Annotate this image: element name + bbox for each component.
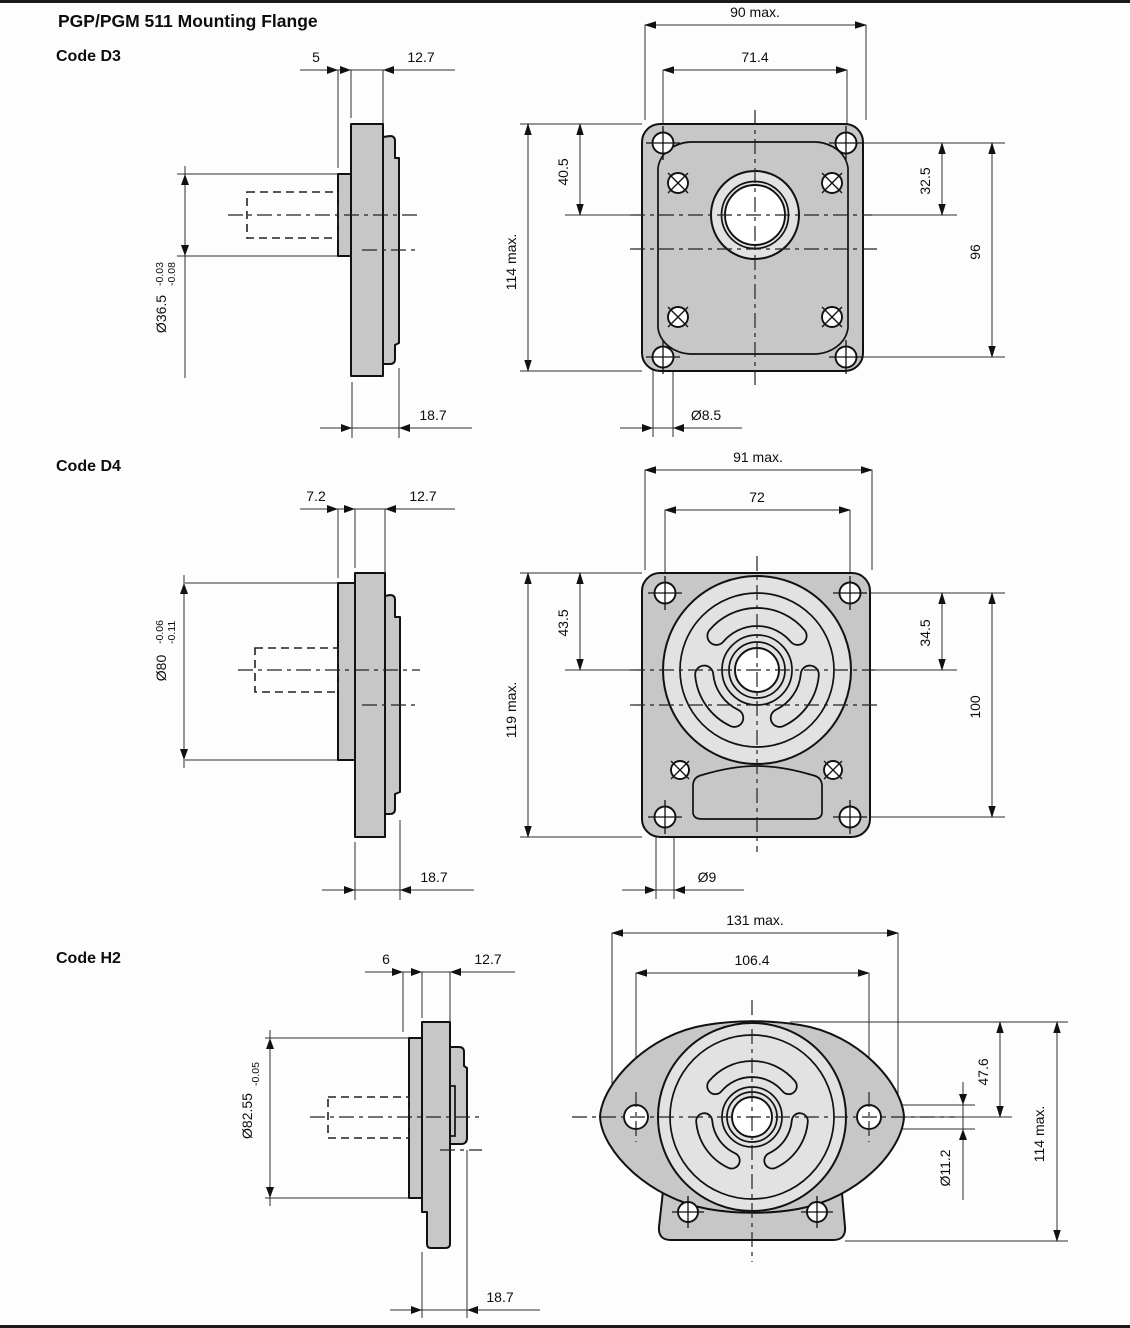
svg-text:32.5: 32.5: [917, 167, 933, 195]
h2-flange-body: [422, 1022, 450, 1248]
dim-d3-protrusion: 5: [312, 49, 320, 65]
dim-h2-protrusion: 6: [382, 951, 390, 967]
dim-d4-bolt-hole-dia: Ø9: [697, 869, 717, 885]
dim-d4-protrusion: 7.2: [306, 488, 326, 504]
h2-pilot-boss: [409, 1038, 422, 1198]
dim-d4-pilot-dia: [153, 620, 178, 681]
svg-text:114 max.: 114 max.: [503, 233, 519, 291]
dim-d4-top-to-shaft: [555, 609, 571, 636]
h2-rear-step: [450, 1047, 467, 1144]
dim-d3-bolt-to-shaft: [917, 167, 933, 194]
dim-d3-bolt-span-v: [967, 244, 983, 260]
dim-d3-top-to-shaft: [555, 158, 571, 185]
svg-text:-0.06: -0.06: [154, 620, 166, 644]
dim-d4-overall-width: 91 max.: [733, 449, 783, 465]
dim-h2-pilot-dia: [239, 1062, 262, 1139]
dim-h2-overall-height: [1031, 1106, 1047, 1163]
svg-text:Ø36.5: Ø36.5: [153, 294, 169, 334]
svg-text:43.5: 43.5: [555, 609, 571, 637]
svg-text:34.5: 34.5: [917, 619, 933, 647]
dim-d3-bolt-hole-dia: Ø8.5: [690, 407, 722, 423]
d4-front-view: [503, 449, 1005, 899]
dim-d4-overall-height: [503, 682, 519, 739]
dim-d4-bolt-span-v: [967, 695, 983, 719]
dim-d3-overall-height: [503, 234, 519, 291]
dim-h2-thickness: 18.7: [486, 1289, 514, 1305]
d3-side-view: [153, 49, 472, 438]
section-code-d3: Code D3: [56, 48, 121, 65]
d4-pilot-boss: [338, 583, 355, 760]
page-title: PGP/PGM 511 Mounting Flange: [58, 11, 318, 31]
dim-d4-bolt-span-h: 72: [749, 489, 765, 505]
svg-text:Ø82.55: Ø82.55: [239, 1093, 255, 1139]
section-code-h2: Code H2: [56, 950, 121, 967]
dim-d4-bolt-to-shaft: [917, 619, 933, 646]
svg-text:-0.03: -0.03: [154, 262, 166, 286]
dim-d4-depth: 12.7: [409, 488, 437, 504]
svg-text:Ø80: Ø80: [153, 654, 169, 682]
dim-d3-overall-width: 90 max.: [730, 4, 780, 20]
top-edge-line: [0, 0, 1130, 3]
svg-text:47.6: 47.6: [975, 1058, 991, 1086]
section-code-d4: Code D4: [56, 458, 121, 475]
svg-text:-0.08: -0.08: [166, 262, 178, 286]
svg-text:-0.05: -0.05: [250, 1062, 262, 1086]
dim-d3-bolt-span-h: 71.4: [741, 49, 769, 65]
d4-side-view: [153, 488, 474, 900]
dim-d4-thickness: 18.7: [420, 869, 448, 885]
dim-h2-overall-width: 131 max.: [726, 912, 784, 928]
section-d4: [56, 449, 1005, 900]
h2-front-view: [572, 912, 1068, 1262]
h2-side-view: [239, 951, 540, 1318]
section-d3: [56, 4, 1005, 438]
dim-d3-thickness: 18.7: [419, 407, 447, 423]
dim-h2-bolt-hole-dia: [937, 1149, 953, 1186]
dim-d3-pilot-dia: [153, 262, 178, 333]
svg-text:96: 96: [967, 244, 983, 260]
svg-text:114 max.: 114 max.: [1031, 1105, 1047, 1163]
svg-text:100: 100: [967, 695, 983, 719]
svg-text:-0.11: -0.11: [166, 620, 178, 644]
d3-front-view: [503, 4, 1005, 437]
svg-text:119 max.: 119 max.: [503, 681, 519, 739]
dim-h2-bolt-span-h: 106.4: [734, 952, 770, 968]
svg-text:Ø11.2: Ø11.2: [937, 1149, 953, 1187]
dim-h2-depth: 12.7: [474, 951, 502, 967]
section-h2: [56, 912, 1068, 1318]
svg-text:40.5: 40.5: [555, 158, 571, 186]
dim-h2-top-to-shaft: [975, 1058, 991, 1085]
dim-d3-depth: 12.7: [407, 49, 435, 65]
